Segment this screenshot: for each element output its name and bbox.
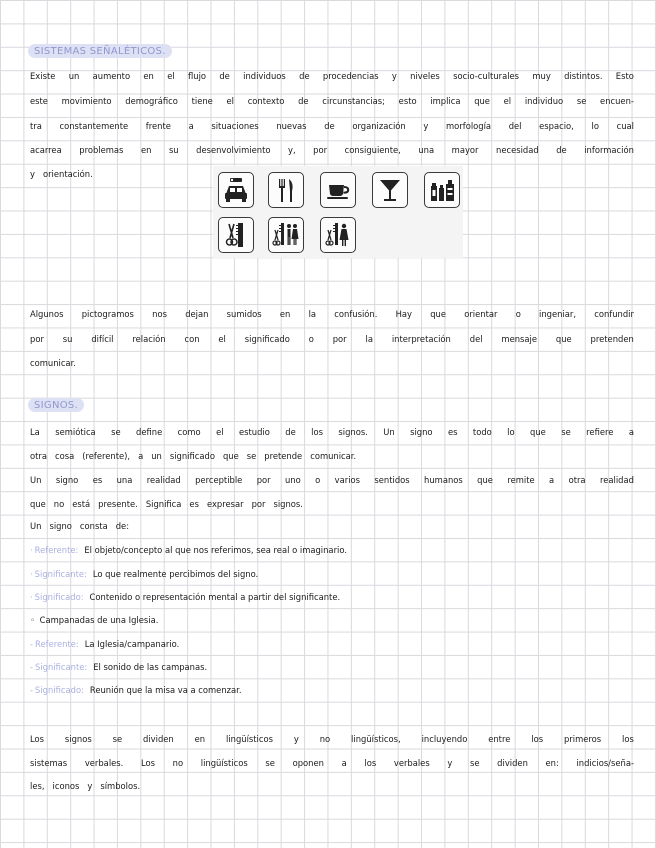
bullet: · <box>30 545 33 555</box>
word: que <box>30 499 46 509</box>
word: define <box>136 427 163 437</box>
component-item <box>30 591 340 603</box>
word: nuevas <box>276 121 307 131</box>
word: lo <box>507 427 515 437</box>
word: Un <box>383 427 395 437</box>
word: ingeniar, <box>539 309 577 319</box>
word: los <box>364 758 377 768</box>
word: otra <box>568 475 586 485</box>
paragraph-line <box>30 520 129 532</box>
word: realidad <box>146 475 181 485</box>
word: a <box>549 475 555 485</box>
word: los <box>531 734 544 744</box>
word: el <box>167 71 175 81</box>
word: esto <box>398 96 417 106</box>
bullet: - <box>30 639 34 649</box>
word: se <box>469 758 480 768</box>
word: orientar <box>464 309 498 319</box>
word: humanos <box>424 475 463 485</box>
word: pictogramos <box>81 309 134 319</box>
word: implica <box>430 96 461 106</box>
word: no <box>172 758 184 768</box>
word: que <box>430 309 446 319</box>
word: socio-culturales <box>453 71 520 81</box>
word: constantemente <box>59 121 129 131</box>
example-term: Significante: <box>35 662 88 672</box>
word: situaciones <box>211 121 259 131</box>
word: el <box>226 96 234 106</box>
word: a <box>138 451 144 461</box>
word: y <box>447 758 453 768</box>
word: la <box>365 334 373 344</box>
word: lingüísticos, <box>351 734 401 744</box>
word: por <box>30 334 44 344</box>
word: desenvolvimiento <box>196 145 271 155</box>
bullet: - <box>30 685 34 695</box>
word: perceptible <box>195 475 243 485</box>
word: Algunos <box>30 309 64 319</box>
word: y <box>391 71 397 81</box>
word: en <box>194 734 206 744</box>
word: es <box>447 427 458 437</box>
shop-icon <box>424 172 460 208</box>
word: niveles <box>410 71 440 81</box>
word: remite <box>507 475 535 485</box>
word: realidad <box>599 475 634 485</box>
word: signos <box>64 734 92 744</box>
word: por <box>332 334 347 344</box>
word: espacio, <box>539 121 574 131</box>
example-text: La Iglesia/campanario. <box>84 639 180 649</box>
example-title <box>30 614 158 626</box>
word: iconos <box>52 781 80 791</box>
word: estudio <box>238 427 270 437</box>
word: sentidos <box>374 475 410 485</box>
word: procedencias <box>322 71 379 81</box>
word: se <box>112 734 123 744</box>
word: que <box>530 427 546 437</box>
restaurant-icon <box>268 172 304 208</box>
word: otra <box>30 451 47 461</box>
word: dividen <box>143 734 174 744</box>
word: distintos. <box>564 71 603 81</box>
word: presente. <box>98 499 138 509</box>
word: en <box>140 145 152 155</box>
paragraph-line <box>30 70 634 82</box>
word: demográfico <box>125 96 178 106</box>
word: y <box>293 734 299 744</box>
heading-signos: SIGNOS. <box>28 398 84 412</box>
paragraph-line <box>30 308 634 320</box>
bullet: · <box>30 592 33 602</box>
word: o <box>515 309 521 319</box>
word: en <box>143 71 154 81</box>
taxi-icon <box>218 172 254 208</box>
word: comunicar. <box>310 451 357 461</box>
word: de <box>219 71 230 81</box>
word: semiótica <box>55 427 96 437</box>
word: varios <box>334 475 361 485</box>
word: por <box>256 475 271 485</box>
word: del <box>469 334 483 344</box>
word: es <box>92 475 103 485</box>
word: circunstancias; <box>322 96 385 106</box>
word: consta <box>79 521 108 531</box>
word: difícil <box>91 334 114 344</box>
word: este <box>30 96 48 106</box>
word: o <box>315 475 321 485</box>
word: Significa <box>145 499 182 509</box>
component-item <box>30 568 258 580</box>
component-item <box>30 544 347 556</box>
example-text: Reunión que la misa va a comenzar. <box>89 685 242 695</box>
word: sumidos <box>226 309 262 319</box>
paragraph-line <box>30 498 303 510</box>
word: no <box>319 734 331 744</box>
word: a <box>628 427 634 437</box>
word: que <box>222 451 239 461</box>
paragraph-line <box>30 144 634 156</box>
word: Hay <box>395 309 412 319</box>
example-term: Referente: <box>35 639 79 649</box>
word: no <box>53 499 65 509</box>
word: individuos <box>243 71 286 81</box>
word: lingüísticos <box>225 734 273 744</box>
component-text: Lo que realmente percibimos del signo. <box>92 569 259 579</box>
word: refiere <box>586 427 614 437</box>
word: frente <box>145 121 171 131</box>
word: y, <box>288 145 296 155</box>
word: consiguiente, <box>344 145 401 155</box>
word: se <box>265 758 275 768</box>
word: tiene <box>191 96 213 106</box>
word: información <box>584 145 634 155</box>
word: de <box>299 71 310 81</box>
word: en <box>279 309 291 319</box>
word: signos. <box>338 427 368 437</box>
word: signo <box>49 521 72 531</box>
word: uno <box>285 475 301 485</box>
barber-icon <box>218 217 254 253</box>
component-term: Significado: <box>34 592 84 602</box>
component-text: El objeto/concepto al que nos referimos, sea real o imaginario. <box>84 545 347 555</box>
component-term: Significante: <box>34 569 87 579</box>
word: verbales. <box>84 758 124 768</box>
word: les, <box>30 781 45 791</box>
word: orientación. <box>42 169 93 179</box>
word: un <box>68 71 80 81</box>
word: significado <box>169 451 215 461</box>
paragraph-line <box>30 450 356 462</box>
bullet: ◦ <box>30 615 38 625</box>
bullet: · <box>30 569 33 579</box>
word: Esto <box>615 71 634 81</box>
word: confusión. <box>334 309 378 319</box>
word: se <box>576 96 587 106</box>
word: se <box>246 451 257 461</box>
paragraph-line <box>30 168 93 180</box>
word: se <box>561 427 571 437</box>
word: indicios/seña- <box>576 758 634 768</box>
word: necesidad <box>496 145 539 155</box>
word: acarrea <box>30 145 62 155</box>
word: su <box>168 145 179 155</box>
word: símbolos. <box>100 781 141 791</box>
word: Existe <box>30 71 56 81</box>
word: de: <box>115 521 130 531</box>
word: cual <box>616 121 634 131</box>
word: pretende <box>264 451 303 461</box>
word: su <box>62 334 73 344</box>
word: relación <box>132 334 166 344</box>
word: organización <box>352 121 406 131</box>
word: de <box>285 427 296 437</box>
example-item <box>30 684 242 696</box>
word: Los <box>140 758 155 768</box>
word: se <box>111 427 121 437</box>
bar-icon <box>372 172 408 208</box>
word: comunicar. <box>30 358 76 368</box>
word: de <box>556 145 567 155</box>
component-text: Contenido o representación mental a partir del significante. <box>89 592 341 602</box>
word: a <box>188 121 194 131</box>
word: del <box>508 121 522 131</box>
word: la <box>308 309 317 319</box>
word: aumento <box>92 71 131 81</box>
paragraph-line <box>30 357 76 369</box>
word: encuen- <box>600 96 634 106</box>
word: problemas <box>79 145 124 155</box>
word: Los <box>30 734 45 744</box>
word: a <box>341 758 347 768</box>
example-term: Significado: <box>35 685 84 695</box>
word: lingüísticos <box>200 758 248 768</box>
paragraph-line <box>30 95 634 107</box>
hair-salon-unisex-icon <box>268 217 304 253</box>
word: expresar <box>206 499 244 509</box>
word: confundir <box>594 309 634 319</box>
word: (referente), <box>82 451 131 461</box>
word: flujo <box>187 71 207 81</box>
paragraph-line <box>30 780 140 792</box>
word: por <box>313 145 328 155</box>
word: muy <box>532 71 551 81</box>
word: los <box>622 734 634 744</box>
word: entre <box>488 734 511 744</box>
word: dejan <box>185 309 209 319</box>
bullet: - <box>30 662 34 672</box>
word: una <box>116 475 133 485</box>
word: el <box>216 427 224 437</box>
word: como <box>177 427 201 437</box>
word: signo <box>410 427 433 437</box>
coffee-icon <box>320 172 356 208</box>
paragraph-line <box>30 333 634 345</box>
pictogram-panel <box>213 166 463 258</box>
word: lo <box>591 121 599 131</box>
word: en: <box>545 758 559 768</box>
word: de <box>298 96 309 106</box>
word: y <box>30 169 35 179</box>
word: dividen <box>497 758 528 768</box>
word: oponen <box>292 758 324 768</box>
paragraph-line <box>30 426 634 438</box>
word: es <box>189 499 199 509</box>
word: Un <box>30 475 42 485</box>
word: contexto <box>247 96 285 106</box>
word: individuo <box>524 96 564 106</box>
word: signos. <box>273 499 303 509</box>
word: nos <box>152 309 167 319</box>
heading-sistemas-senaleticos: SISTEMAS SEÑALÉTICOS. <box>28 44 172 58</box>
component-term: Referente: <box>34 545 79 555</box>
word: por <box>251 499 266 509</box>
word: interpretación <box>391 334 451 344</box>
word: un <box>151 451 162 461</box>
word: La <box>30 427 40 437</box>
word: y <box>423 121 429 131</box>
word: mensaje <box>501 334 538 344</box>
paragraph-line <box>30 474 634 486</box>
word: el <box>503 96 512 106</box>
paragraph-line <box>30 120 634 132</box>
word: una <box>418 145 435 155</box>
word: tra <box>30 121 42 131</box>
hair-salon-women-icon <box>320 217 356 253</box>
paragraph-line <box>30 757 634 769</box>
word: signo <box>55 475 79 485</box>
word: que <box>555 334 572 344</box>
example-title-text: Campanadas de una Iglesia. <box>39 615 159 625</box>
example-item <box>30 661 207 673</box>
word: primeros <box>563 734 602 744</box>
word: con <box>184 334 200 344</box>
word: los <box>311 427 323 437</box>
word: el <box>218 334 226 344</box>
word: que <box>477 475 493 485</box>
word: sistemas <box>30 758 68 768</box>
word: está <box>72 499 91 509</box>
word: movimiento <box>61 96 112 106</box>
word: o <box>308 334 314 344</box>
word: morfología <box>446 121 492 131</box>
example-text: El sonido de las campanas. <box>93 662 208 672</box>
word: que <box>474 96 490 106</box>
word: verbales <box>393 758 430 768</box>
word: todo <box>472 427 492 437</box>
word: cosa <box>54 451 75 461</box>
word: de <box>324 121 335 131</box>
word: y <box>87 781 93 791</box>
word: significado <box>244 334 290 344</box>
word: incluyendo <box>421 734 468 744</box>
example-item <box>30 638 179 650</box>
word: pretenden <box>590 334 634 344</box>
paragraph-line <box>30 733 634 745</box>
word: Un <box>30 521 42 531</box>
word: mayor <box>451 145 479 155</box>
